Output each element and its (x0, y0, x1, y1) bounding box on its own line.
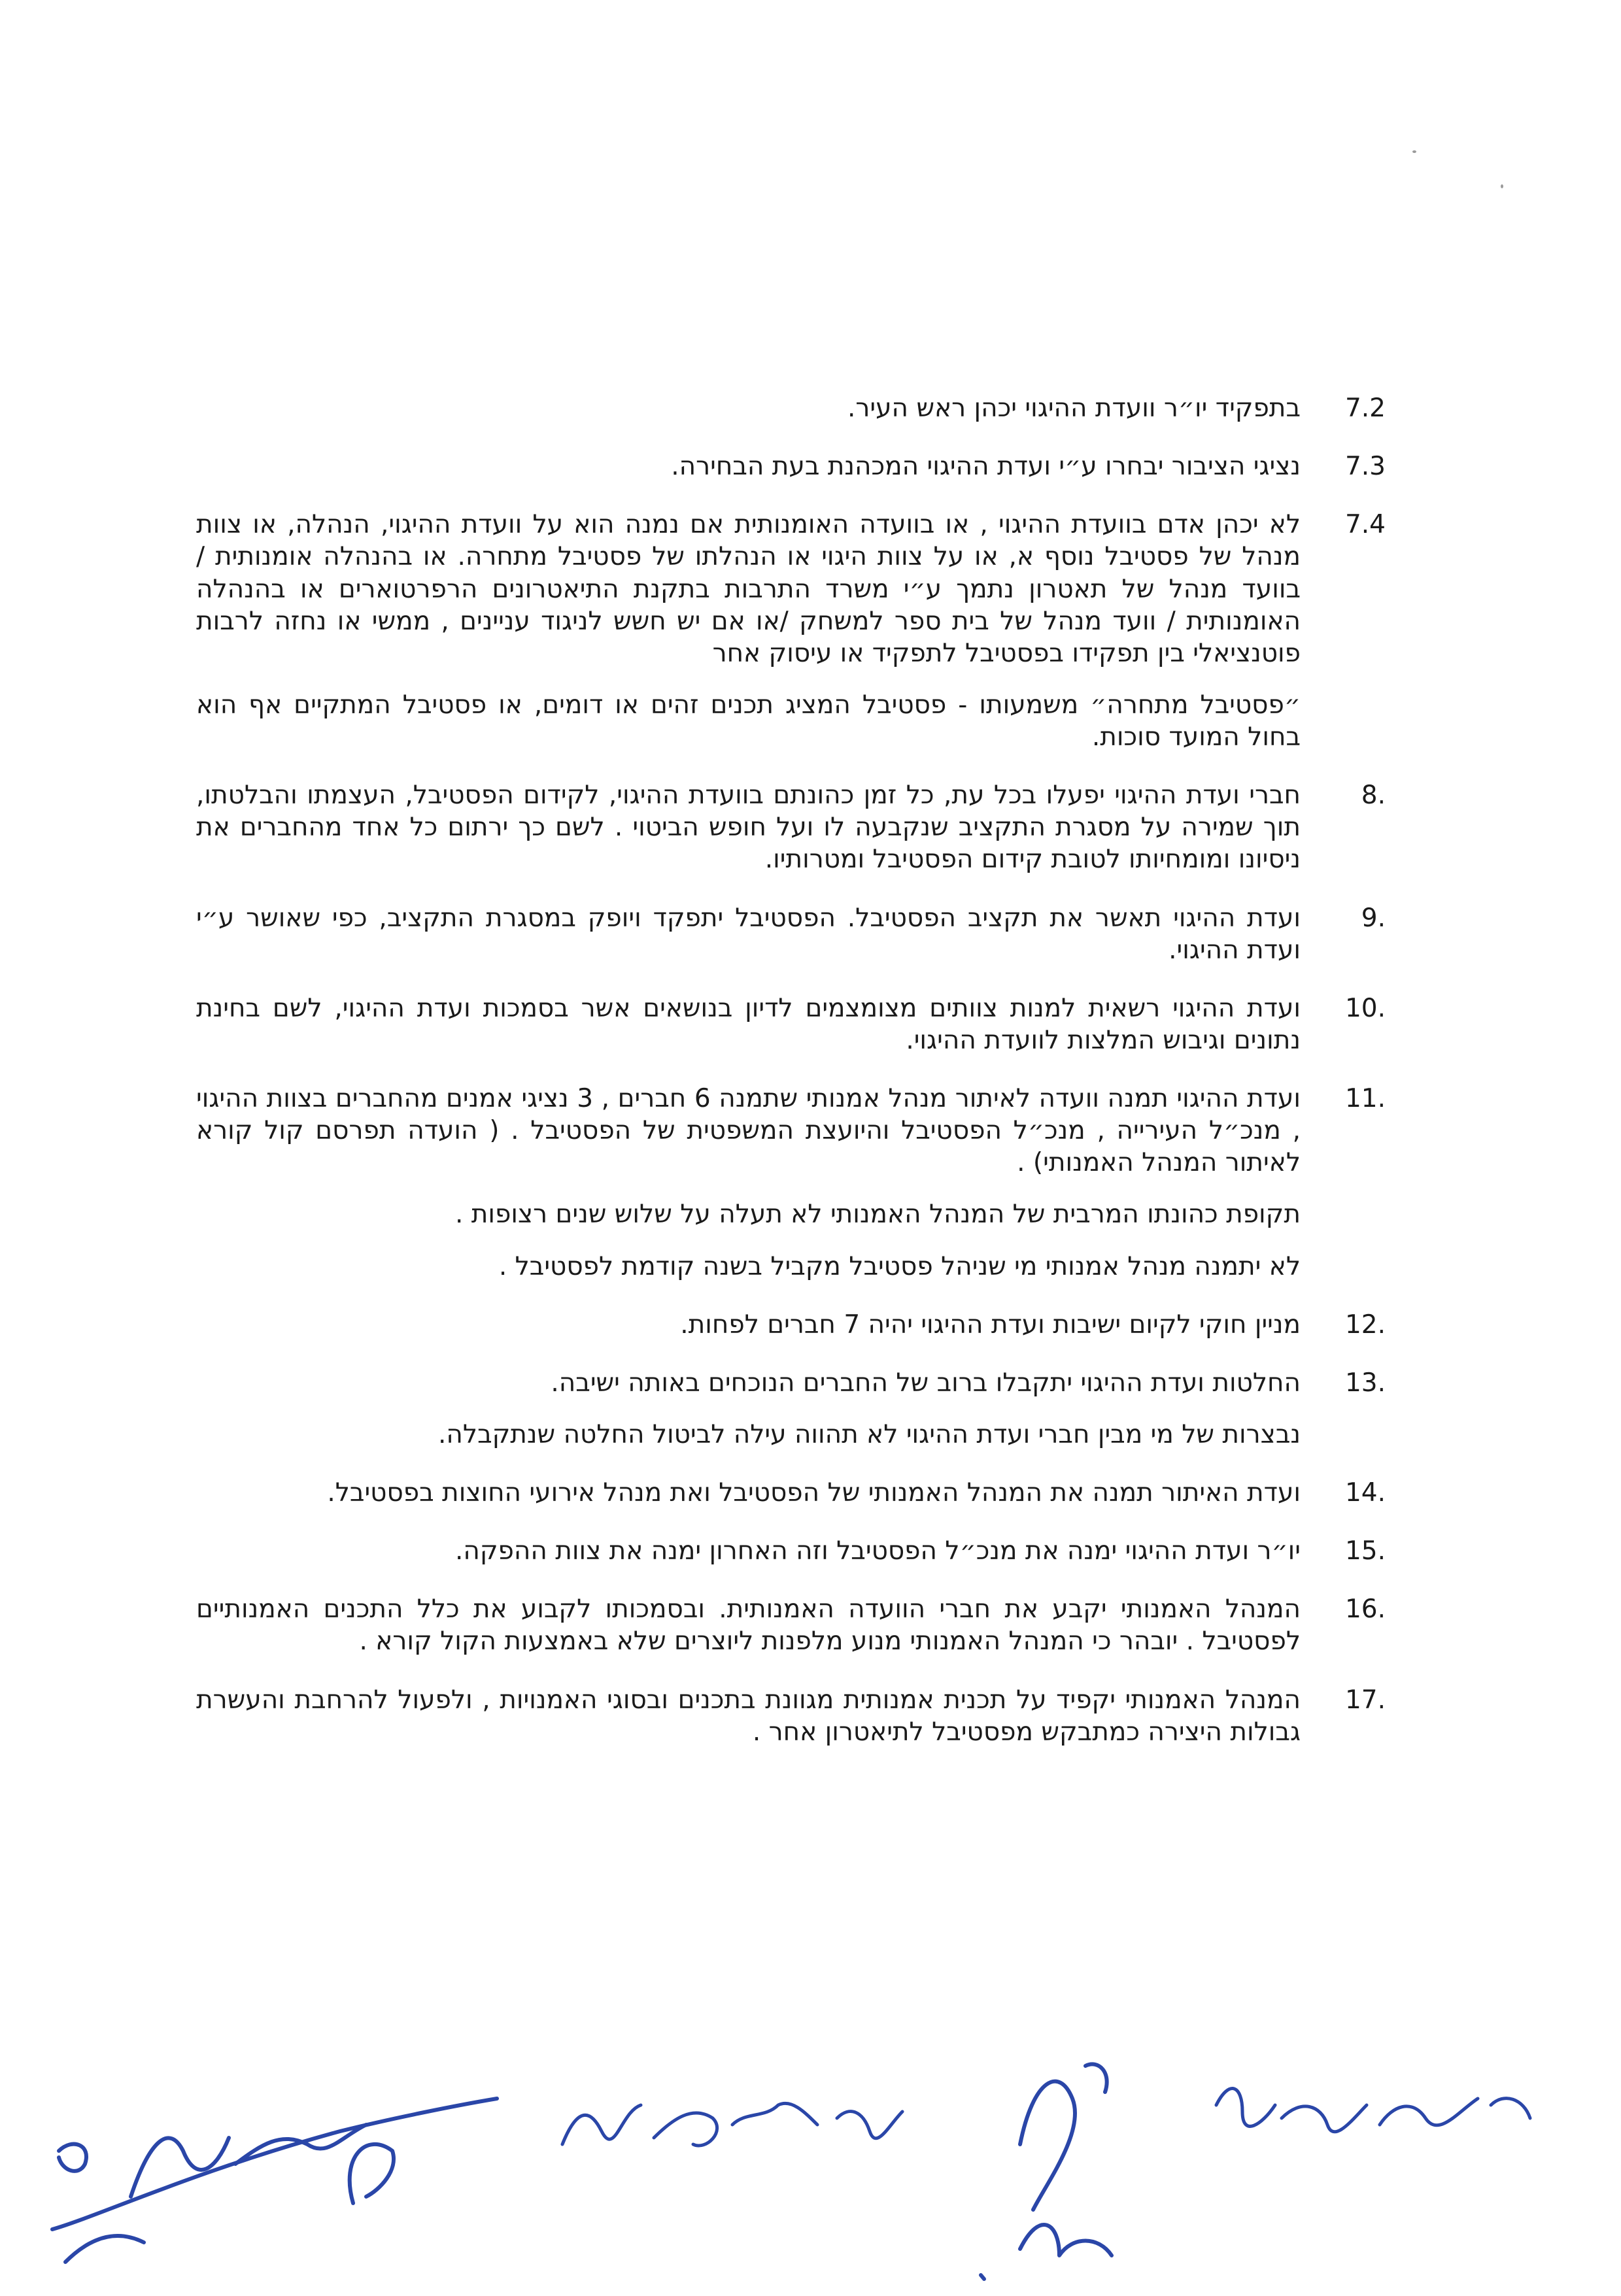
clause-10 (196, 992, 1386, 1056)
clause-text: ״פסטיבל מתחרה״ משמעותו - פסטיבל המציג תכנים זהים או דומים, או פסטיבל המתקיים אף הוא בחול המועד סוכות. (196, 690, 1301, 752)
signatures-area (0, 2040, 1621, 2293)
clause-text: החלטות ועדת ההיגוי יתקבלו ברוב של החברים הנוכחים באותה ישיבה. (551, 1368, 1301, 1398)
clause-text: יו״ר ועדת ההיגוי ימנה את מנכ״ל הפסטיבל וזה האחרון ימנה את צוות ההפקה. (454, 1536, 1301, 1566)
clause-text: לא יכהן אדם בוועדת ההיגוי , או בוועדה האומנותית אם נמנה הוא על וועדת ההיגוי, הנהלה, או צוות מנהל של פסטיבל נוסף א, או על צוות היגוי או הנהלתו של פסטיבל מתחרה. או בהנהלה אומנותית / בוועד מנהל של תאטרון נתמך ע״י משרד התרבות בתקנת התיאטרונים הרפרטוארים או בהנהלה האומנותית / וועד מנהל של בית ספר למשחק /או אם יש חשש לניגוד עניינים , ממשי או נחזה לרבות פוטנציאלי בין תפקידו בפסטיבל לתפקיד או עיסוק אחר (196, 510, 1301, 668)
scan-speck (1501, 184, 1503, 188)
clause-11 (196, 1083, 1386, 1283)
clause-17 (196, 1684, 1386, 1748)
clause-15 (196, 1535, 1386, 1567)
clause-text: ועדת ההיגוי רשאית למנות צוותים מצומצמים לדיון בנושאים אשר בסמכות ועדת ההיגוי, לשם בחינת נתונים וגיבוש המלצות לוועדת ההיגוי. (196, 993, 1301, 1055)
clause-7-2 (196, 392, 1386, 424)
clause-8 (196, 779, 1386, 875)
signature-1 (52, 2099, 497, 2262)
clause-text: נבצרות של מי מבין חברי ועדת ההיגוי לא תהווה עילה לביטול החלטה שנתקבלה. (438, 1419, 1301, 1449)
clause-7-3 (196, 450, 1386, 482)
clause-number: 7.2 (1344, 394, 1386, 423)
clause-13 (196, 1367, 1386, 1451)
clause-16 (196, 1593, 1386, 1657)
clause-number: 7.3 (1344, 452, 1386, 482)
clause-number: 10. (1344, 993, 1386, 1023)
clause-text: נציגי הציבור יבחרו ע״י ועדת ההיגוי המכהנת בעת הבחירה. (671, 452, 1301, 482)
scan-speck (1412, 150, 1416, 153)
clause-text: בתפקיד יו״ר וועדת ההיגוי יכהן ראש העיר. (847, 394, 1301, 423)
clause-text: לא יתמנה מנהל אמנותי מי שניהל פסטיבל מקביל בשנה קודמת לפסטיבל . (498, 1251, 1301, 1281)
handwritten-signatures (0, 2040, 1621, 2293)
clause-number: 12. (1344, 1309, 1386, 1340)
clause-number: 11. (1344, 1084, 1386, 1113)
clause-number: 15. (1344, 1536, 1386, 1566)
clause-14 (196, 1477, 1386, 1509)
clause-text: ועדת ההיגוי תמנה וועדה לאיתור מנהל אמנותי שתמנה 6 חברים , 3 נציגי אמנים מהחברים בצוות ההיגוי , מנכ״ל העירייה , מנכ״ל הפסטיבל והיועצת המשפטית של הפסטיבל . ( הועדה תפרסם קול קורא לאיתור המנהל האמנותי) . (196, 1084, 1301, 1178)
clause-number: 9. (1361, 903, 1386, 933)
clause-text: חברי ועדת ההיגוי יפעלו בכל עת, כל זמן כהונתם בוועדת ההיגוי, לקידום הפסטיבל, העצמתו והבלטתו, תוך שמירה על מסגרת התקציב שנקבעה לו ועל חופש הביטוי . לשם כך ירתום כל אחד מהחברים את ניסיונו ומומחיותו לטובת קידום הפסטיבל ומטרותיו. (196, 781, 1301, 875)
clause-text: המנהל האמנותי יקבע את חברי הוועדה האמנותית. ובסמכותו לקבוע את כלל התכנים האמנותיים לפסטיבל . יובהר כי המנהל האמנותי מנוע מלפנות ליוצרים שלא באמצעות הקול קורא . (196, 1595, 1301, 1657)
clause-text: ועדת האיתור תמנה את המנהל האמנותי של הפסטיבל ואת מנהל אירועי החוצות בפסטיבל. (327, 1478, 1301, 1508)
clause-text: ועדת ההיגוי תאשר את תקציב הפסטיבל. הפסטיבל יתפקד ויופק במסגרת התקציב, כפי שאושר ע״י ועדת ההיגוי. (196, 903, 1301, 965)
clause-number: 17. (1344, 1685, 1386, 1715)
clause-12 (196, 1309, 1386, 1341)
clause-number: 14. (1344, 1478, 1386, 1508)
signature-2 (562, 2103, 902, 2146)
clause-number: 8. (1361, 781, 1386, 811)
clause-number: 7.4 (1344, 510, 1386, 540)
clause-text: המנהל האמנותי יקפיד על תכנית אמנותית מגוונת בתכנים ובסוגי האמנויות , ולפעול להרחבת והעשרת גבולות היצירה כמתבקש מפסטיבל לתיאטרון אחר . (196, 1685, 1301, 1747)
clause-9 (196, 902, 1386, 966)
signature-4 (1216, 2089, 1530, 2132)
signature-3 (981, 2064, 1112, 2279)
clause-number: 13. (1344, 1368, 1386, 1398)
clause-7-4 (196, 509, 1386, 753)
regulations-text (196, 392, 1386, 1774)
clause-number: 16. (1344, 1595, 1386, 1625)
clause-text: תקופת כהונתו המרבית של המנהל האמנותי לא תעלה על שלוש שנים רצופות . (454, 1200, 1301, 1230)
clause-text: מניין חוקי לקיום ישיבות ועדת ההיגוי יהיה 7 חברים לפחות. (680, 1309, 1301, 1340)
